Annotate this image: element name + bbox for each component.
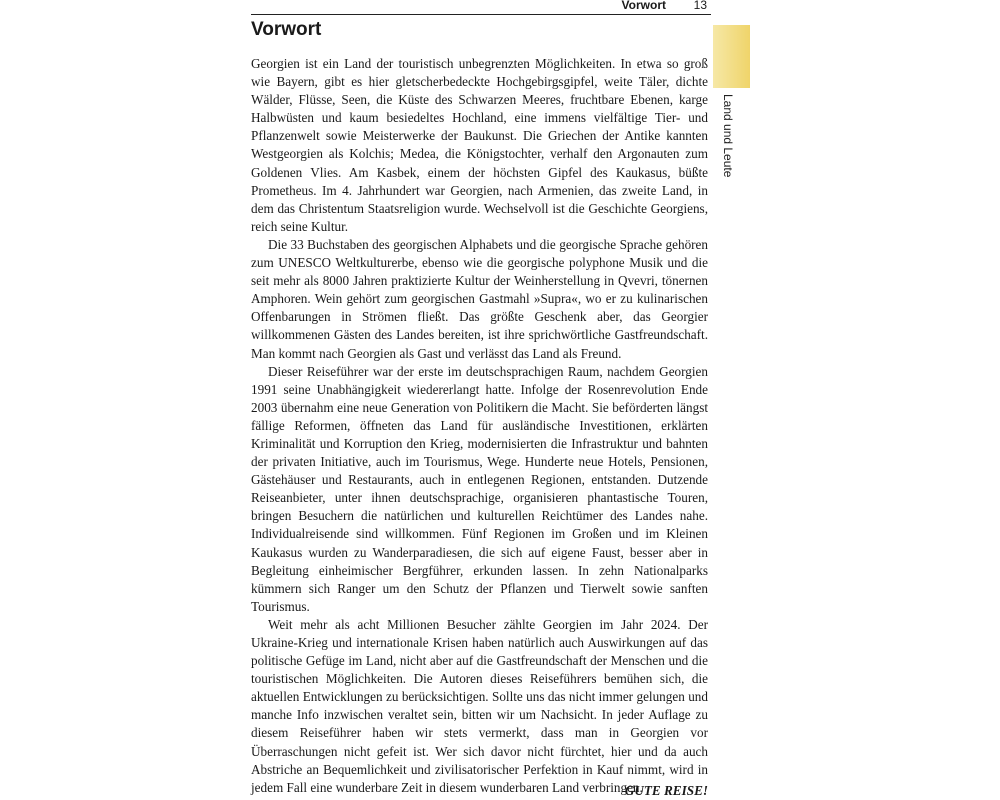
paragraph-4: Weit mehr als acht Millionen Besucher zählte Georgien im Jahr 2024. Der Ukraine-Krieg und internationale Krisen haben natürlich auch Auswirkungen auf das politische Gefüge im Land, nicht aber auf die Gastfreundschaft der Menschen und die touristischen Möglichkeiten. Die Autoren dieses Reiseführers bemühen sich, die aktuellen Entwicklungen zu berücksichtigen. Sollte uns das nicht immer gelungen und manche Info inzwischen veraltet sein, bitten wir um Nachsicht. In jeder Auflage zu diesem Reiseführer haben wir stets vermerkt, dass man in Georgien vor Überraschungen nicht gefeit ist. Wer sich davor nicht fürchtet, hier und da auch Abstriche an Bequemlichkeit und zivilisatorischer Perfektion in Kauf nimmt, wird in jedem Fall eine wunderbare Zeit in diesem wunderbaren Land verbringen.	[251, 616, 708, 795]
page-title: Vorwort	[251, 19, 322, 40]
paragraph-3: Dieser Reiseführer war der erste im deutschsprachigen Raum, nachdem Georgien 1991 seine Unabhängigkeit wiedererlangt hatte. Infolge der Rosenrevolution Ende 2003 übernahm eine neue Generation von Politikern die Macht. Sie beförderten längst fällige Reformen, öffneten das Land für ausländische Investitionen, erklärten Kriminalität und Korruption den Krieg, modernisierten die Infrastruktur und bahnten der privaten Initiative, auch im Tourismus, Wege. Hunderte neue Hotels, Pensionen, Gästehäuser und Restaurants, auch in entlegenen Regionen, entstanden. Dutzende Reiseanbieter, unter ihnen deutschsprachige, organisieren phantastische Touren, bringen Besuchern die natürlichen und kulturellen Reichtümer des Landes nahe. Individualreisende sind willkommen. Fünf Regionen im Großen und im Kleinen Kaukasus wurden zu Wanderparadiesen, die sich auf eigene Faust, besser aber in Begleitung einheimischer Bergführer, erkunden lassen. In zehn Nationalparks kümmern sich Ranger um den Schutz der Pflanzen und Tierwelt sowie sanften Tourismus.	[251, 363, 708, 614]
running-head-title: Vorwort	[621, 0, 666, 12]
closing-line: GUTE REISE!	[624, 783, 708, 798]
running-head	[251, 0, 711, 15]
paragraph-2: Die 33 Buchstaben des georgischen Alphabets und die georgische Sprache gehören zum UNESCO Weltkulturerbe, ebenso wie die georgische polyphone Musik und die seit mehr als 8000 Jahren praktizierte Kultur der Weinherstellung in Qvevri, tönernen Amphoren. Wein gehört zum georgischen Gastmahl »Supra«, wo er zu kulinarischen Offenbarungen in Strömen fließt. Das größte Geschenk aber, das Georgier willkommenen Gästen des Landes bereiten, ist ihre sprichwörtliche Gastfreundschaft. Man kommt nach Georgien als Gast und verlässt das Land als Freund.	[251, 236, 708, 361]
chapter-tab-marker	[713, 25, 750, 88]
body-text	[251, 55, 708, 797]
paragraph-1: Georgien ist ein Land der touristisch unbegrenzten Möglichkeiten. In etwa so groß wie Bayern, gibt es hier gletscherbedeckte Hochgebirgsgipfel, weite Täler, dichte Wälder, Flüsse, Seen, die Küste des Schwarzen Meeres, fruchtbare Ebenen, karge Halbwüsten und kaum besiedeltes Hochland, eine immens vielfältige Tier- und Pflanzenwelt sowie Meisterwerke der Baukunst. Die Griechen der Antike kannten Westgeorgien als Kolchis; Medea, die Königstochter, verhalf den Argonauten zum Goldenen Vlies. Am Kasbek, einem der höchsten Gipfel des Kaukasus, büßte Prometheus. Im 4. Jahrhundert war Georgien, nach Armenien, das zweite Land, in dem das Christentum Staatsreligion wurde. Wechselvoll ist die Geschichte Georgiens, reich seine Kultur.	[251, 56, 708, 234]
page-number: 13	[693, 0, 707, 12]
chapter-side-label: Land und Leute	[721, 94, 735, 178]
